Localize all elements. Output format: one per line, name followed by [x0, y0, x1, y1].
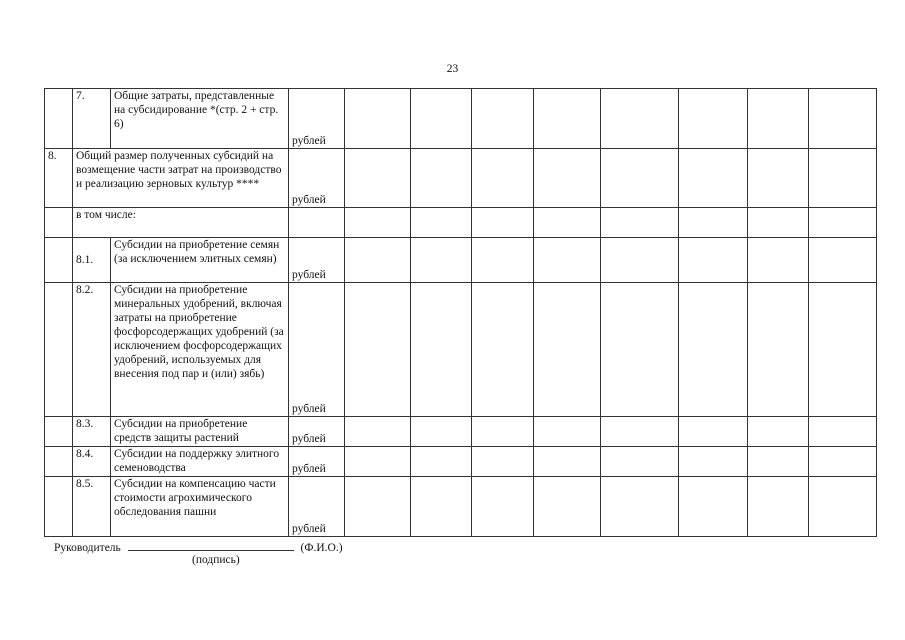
row-unit: рублей	[289, 417, 345, 447]
value-cell	[679, 208, 748, 238]
row-number-cell	[45, 477, 73, 537]
value-cell	[345, 149, 411, 208]
value-cell	[809, 477, 877, 537]
table-row	[45, 447, 877, 477]
value-cell	[534, 149, 601, 208]
value-cell	[679, 238, 748, 283]
value-cell	[809, 238, 877, 283]
value-cell	[345, 417, 411, 447]
value-cell	[809, 149, 877, 208]
table-row	[45, 477, 877, 537]
row-unit: рублей	[289, 238, 345, 283]
row-unit: рублей	[289, 283, 345, 417]
row-description: Общий размер полученных субсидий на возмещение части затрат на производство и реализацию зерновых культур ****	[73, 149, 289, 208]
value-cell	[601, 417, 679, 447]
value-cell	[679, 89, 748, 149]
value-cell	[534, 447, 601, 477]
value-cell	[534, 417, 601, 447]
value-cell	[411, 238, 472, 283]
value-cell	[472, 447, 534, 477]
value-cell	[809, 89, 877, 149]
value-cell	[345, 238, 411, 283]
value-cell	[472, 89, 534, 149]
value-cell	[411, 417, 472, 447]
value-cell	[601, 283, 679, 417]
value-cell	[345, 208, 411, 238]
signature-caption: (подпись)	[192, 554, 240, 566]
value-cell	[345, 477, 411, 537]
row-number-cell	[45, 447, 73, 477]
row-description: Общие затраты, представленные на субсидирование *(стр. 2 + стр. 6)	[111, 89, 289, 149]
value-cell	[534, 89, 601, 149]
row-number-cell	[45, 417, 73, 447]
signature-line	[128, 538, 294, 551]
value-cell	[748, 283, 809, 417]
table-row	[45, 149, 877, 208]
table-row	[45, 89, 877, 149]
row-unit: рублей	[289, 477, 345, 537]
row-subnumber: 8.4.	[73, 447, 111, 477]
value-cell	[748, 208, 809, 238]
value-cell	[601, 447, 679, 477]
row-subnumber: 8.3.	[73, 417, 111, 447]
value-cell	[748, 417, 809, 447]
row-number-cell	[45, 283, 73, 417]
value-cell	[411, 89, 472, 149]
value-cell	[472, 477, 534, 537]
value-cell	[534, 283, 601, 417]
row-subnumber: 8.5.	[73, 477, 111, 537]
row-subnumber: 7.	[73, 89, 111, 149]
row-description: в том числе:	[73, 208, 289, 238]
signature-label: Руководитель	[54, 542, 121, 554]
value-cell	[601, 149, 679, 208]
value-cell	[534, 477, 601, 537]
value-cell	[534, 238, 601, 283]
report-table	[44, 88, 877, 537]
value-cell	[411, 477, 472, 537]
value-cell	[809, 417, 877, 447]
row-description: Субсидии на поддержку элитного семеноводства	[111, 447, 289, 477]
value-cell	[601, 238, 679, 283]
value-cell	[809, 208, 877, 238]
value-cell	[472, 283, 534, 417]
value-cell	[345, 447, 411, 477]
row-number-cell	[45, 89, 73, 149]
value-cell	[748, 149, 809, 208]
value-cell	[345, 89, 411, 149]
row-description: Субсидии на приобретение минеральных удобрений, включая затраты на приобретение фосфорсодержащих удобрений (за исключением фосфорсодержащих удобрений, используемых для внесения под пар и (или) зябь)	[111, 283, 289, 417]
table-row	[45, 417, 877, 447]
page-number: 23	[446, 63, 459, 75]
value-cell	[748, 447, 809, 477]
table-row	[45, 283, 877, 417]
value-cell	[472, 149, 534, 208]
row-number: 8.	[45, 149, 73, 208]
value-cell	[809, 447, 877, 477]
value-cell	[679, 283, 748, 417]
value-cell	[472, 208, 534, 238]
value-cell	[679, 447, 748, 477]
row-subnumber: 8.2.	[73, 283, 111, 417]
table-row	[45, 208, 877, 238]
value-cell	[679, 477, 748, 537]
value-cell	[601, 477, 679, 537]
value-cell	[809, 283, 877, 417]
row-unit: рублей	[289, 89, 345, 149]
signature-name-hint: (Ф.И.О.)	[300, 542, 343, 554]
row-unit: рублей	[289, 447, 345, 477]
row-number-cell	[45, 208, 73, 238]
value-cell	[679, 149, 748, 208]
row-number-cell	[45, 238, 73, 283]
value-cell	[345, 283, 411, 417]
table-row	[45, 238, 877, 283]
value-cell	[472, 417, 534, 447]
value-cell	[679, 417, 748, 447]
value-cell	[601, 208, 679, 238]
row-description: Субсидии на компенсацию части стоимости агрохимического обследования пашни	[111, 477, 289, 537]
value-cell	[472, 238, 534, 283]
row-subnumber: 8.1.	[73, 238, 111, 283]
value-cell	[748, 89, 809, 149]
row-description: Субсидии на приобретение средств защиты растений	[111, 417, 289, 447]
value-cell	[411, 149, 472, 208]
value-cell	[411, 208, 472, 238]
row-description: Субсидии на приобретение семян (за исключением элитных семян)	[111, 238, 289, 283]
row-unit: рублей	[289, 149, 345, 208]
value-cell	[748, 477, 809, 537]
value-cell	[411, 283, 472, 417]
value-cell	[534, 208, 601, 238]
value-cell	[601, 89, 679, 149]
row-unit	[289, 208, 345, 238]
value-cell	[748, 238, 809, 283]
value-cell	[411, 447, 472, 477]
